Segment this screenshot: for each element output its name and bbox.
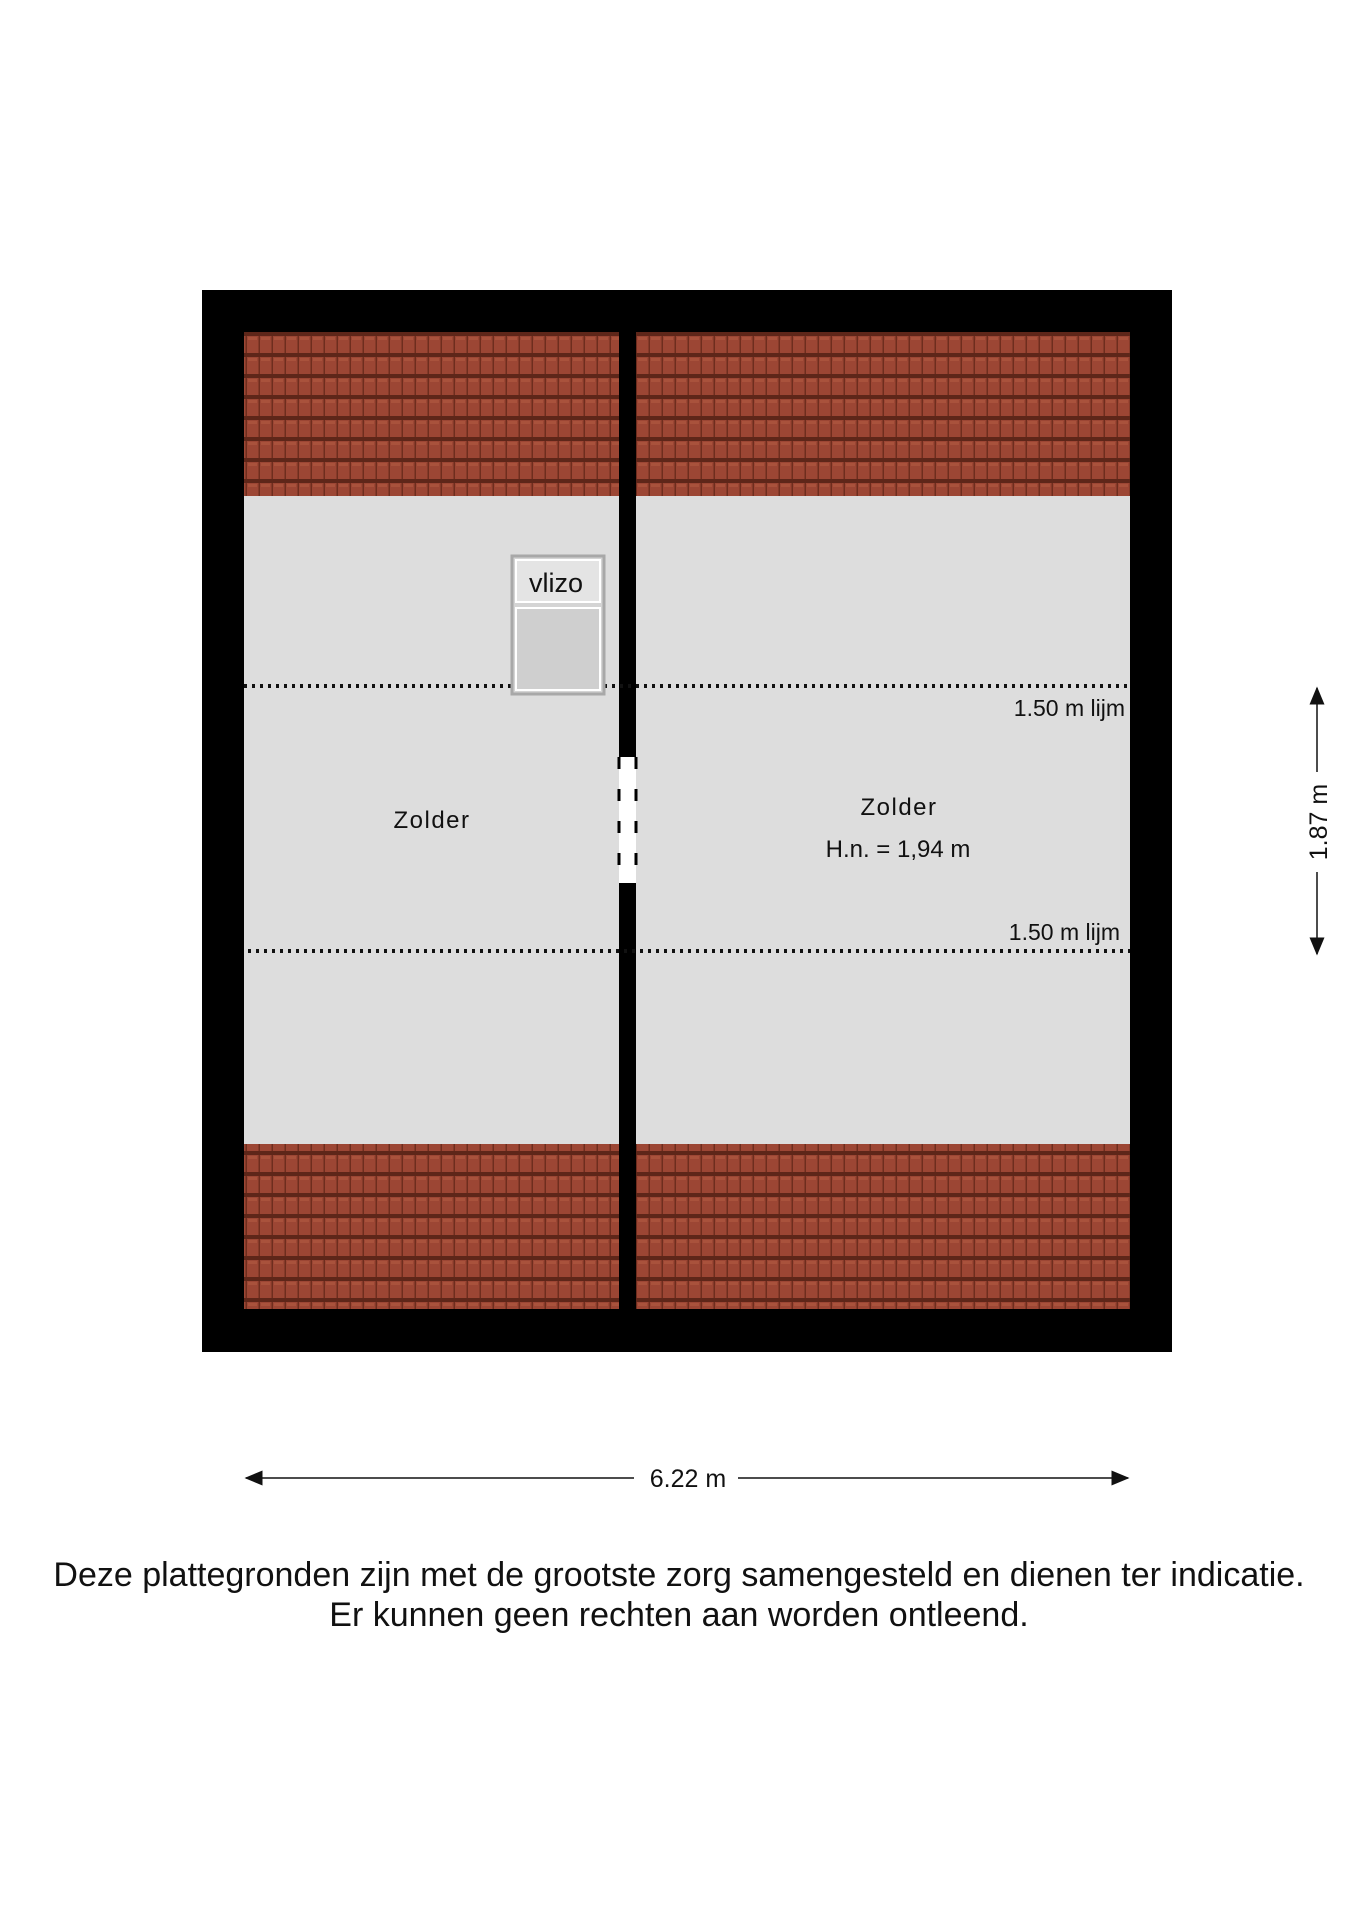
width-dimension xyxy=(246,1465,1128,1493)
height-dimension xyxy=(1305,688,1333,954)
disclaimer-line-1: Deze plattegronden zijn met de grootste zorg samengesteld en dienen ter indicatie. xyxy=(53,1556,1305,1594)
roof-tiles-bottom-left xyxy=(244,1144,619,1309)
roof-tiles-top-left xyxy=(244,332,619,496)
room-right-height: H.n. = 1,94 m xyxy=(825,836,971,863)
height-line-lower-label: 1.50 m lijm xyxy=(1008,919,1120,945)
height-line-upper-label: 1.50 m lijm xyxy=(1013,695,1125,721)
hatch-label: vlizo xyxy=(528,568,584,598)
partition-door xyxy=(619,757,636,883)
hatch-vlizo xyxy=(512,556,604,694)
width-dimension-label: 6.22 m xyxy=(649,1465,727,1493)
disclaimer-line-2: Er kunnen geen rechten aan worden ontleend. xyxy=(329,1596,1029,1634)
room-right-name: Zolder xyxy=(860,794,938,821)
roof-tiles-bottom-right xyxy=(636,1144,1130,1309)
roof-tiles-top-right xyxy=(636,332,1130,496)
height-dimension-label: 1.87 m xyxy=(1305,783,1333,861)
room-left-name: Zolder xyxy=(393,807,471,834)
disclaimer xyxy=(0,1555,1358,1635)
